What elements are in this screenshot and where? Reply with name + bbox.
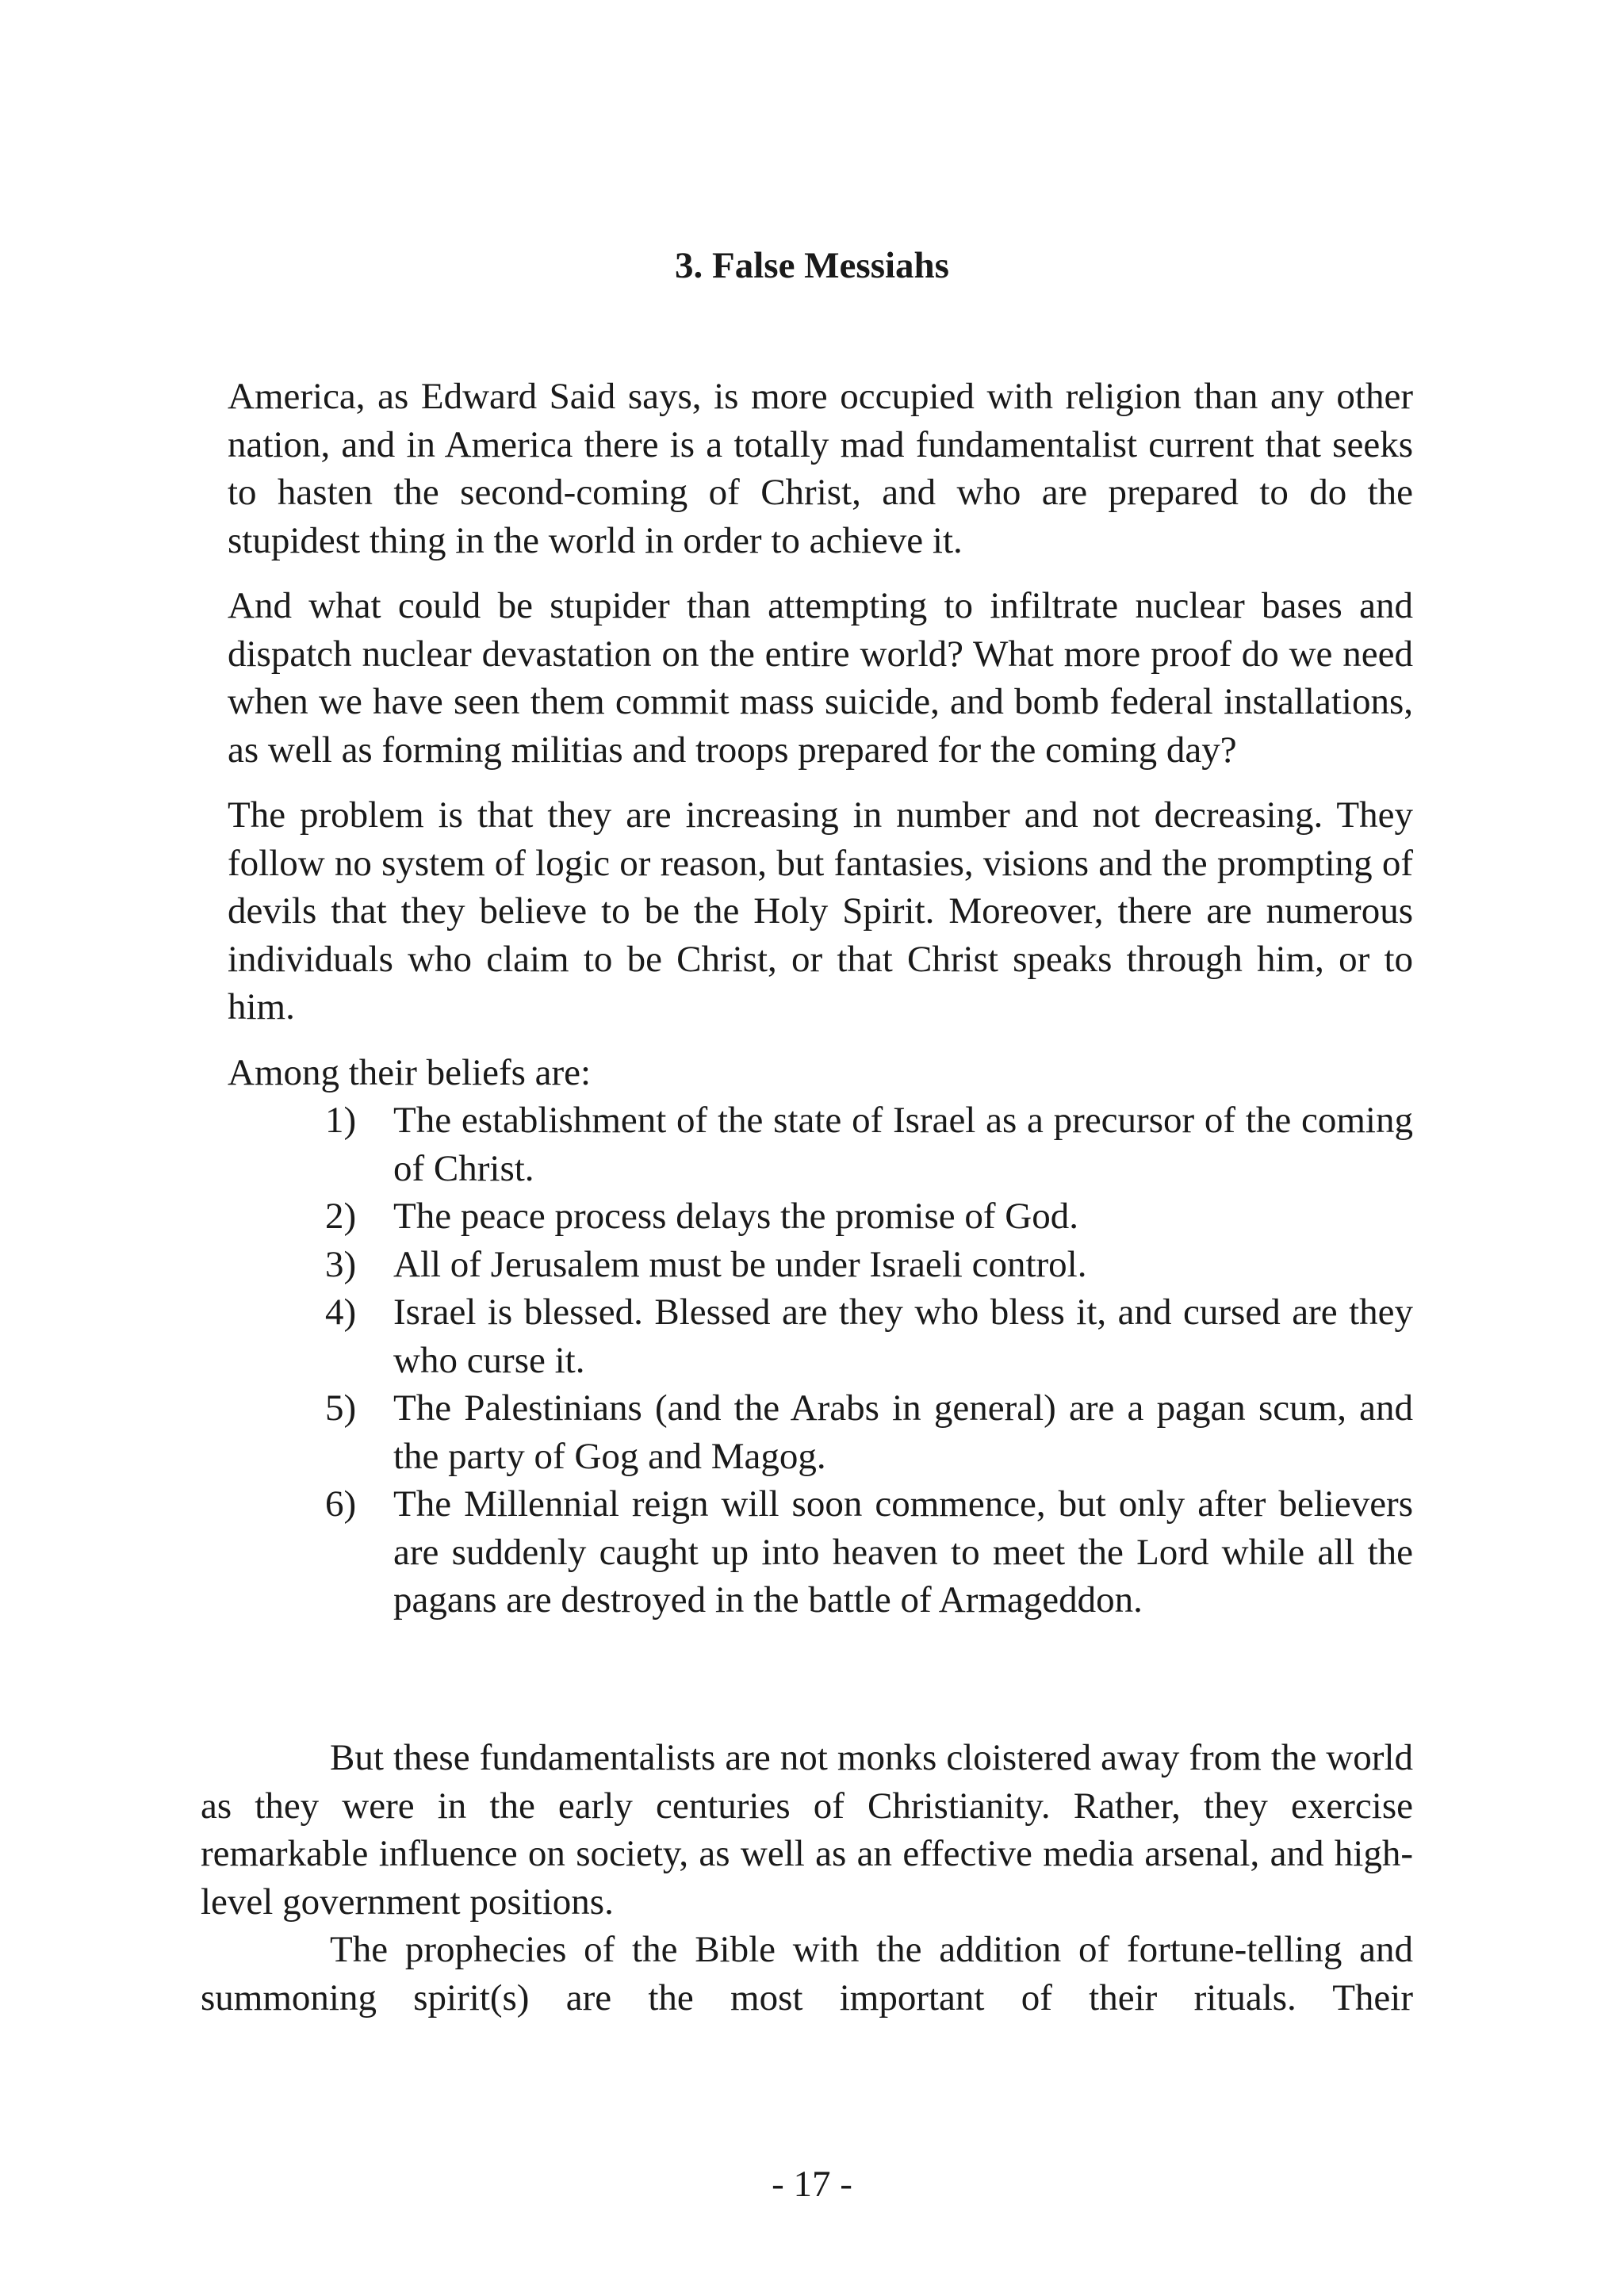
paragraph: The prophecies of the Bible with the addition of fortune-telling and summoning spirit(s) are the most important of their rituals. Their bbox=[201, 1929, 1413, 2019]
list-item-text: All of Jerusalem must be under Israeli control. bbox=[393, 1243, 1087, 1285]
list-item-number: 3) bbox=[325, 1243, 357, 1285]
list-item bbox=[325, 1192, 1413, 1241]
list-item bbox=[325, 1480, 1413, 1624]
list-item-number: 1) bbox=[325, 1100, 357, 1141]
list-item bbox=[325, 1288, 1413, 1384]
list-item bbox=[325, 1096, 1413, 1192]
list-item-number: 5) bbox=[325, 1387, 357, 1429]
list-item-number: 4) bbox=[325, 1292, 357, 1333]
body-text bbox=[228, 373, 1413, 1624]
paragraph: The problem is that they are increasing in number and not decreasing. They follow no system of logic or reason, but fantasies, visions and the prompting of devils that they believe to be the Holy Spirit. Moreover, there are numerous individuals who claim to be Christ, or that Christ speaks through him, or to him. bbox=[228, 794, 1413, 1027]
paragraph: America, as Edward Said says, is more occupied with religion than any other nation, and in America there is a totally mad fundamentalist current that seeks to hasten the second-coming of Christ, and who are prepared to do the stupidest thing in the world in order to achieve it. bbox=[228, 376, 1413, 561]
beliefs-intro: Among their beliefs are: bbox=[228, 1051, 592, 1093]
list-item bbox=[325, 1384, 1413, 1480]
beliefs-list bbox=[228, 1096, 1413, 1624]
list-item-text: The Millennial reign will soon commence, but only after believers are suddenly caught up into heaven to meet the Lord while all the pagans are destroyed in the battle of Armageddon. bbox=[393, 1483, 1413, 1621]
list-item-text: The peace process delays the promise of God. bbox=[393, 1196, 1078, 1237]
list-item-text: The Palestinians (and the Arabs in general) are a pagan scum, and the party of Gog and Magog. bbox=[393, 1387, 1413, 1477]
page-number: - 17 - bbox=[772, 2164, 852, 2205]
list-item-text: Israel is blessed. Blessed are they who bless it, and cursed are they who curse it. bbox=[393, 1292, 1413, 1381]
chapter-title: 3. False Messiahs bbox=[675, 245, 949, 286]
list-item-text: The establishment of the state of Israel as a precursor of the coming of Christ. bbox=[393, 1100, 1413, 1189]
closing-text bbox=[201, 1734, 1413, 2022]
paragraph: But these fundamentalists are not monks cloistered away from the world as they were in the early centuries of Christianity. Rather, they exercise remarkable influence on society, as well as an effective media arsenal, and high-level government positions. bbox=[201, 1737, 1413, 1923]
list-item-number: 2) bbox=[325, 1196, 357, 1237]
paragraph: And what could be stupider than attempting to infiltrate nuclear bases and dispatch nuclear devastation on the entire world? What more proof do we need when we have seen them commit mass suicide, and bomb federal installations, as well as forming militias and troops prepared for the coming day? bbox=[228, 585, 1413, 771]
list-item bbox=[325, 1241, 1413, 1289]
list-item-number: 6) bbox=[325, 1483, 357, 1525]
